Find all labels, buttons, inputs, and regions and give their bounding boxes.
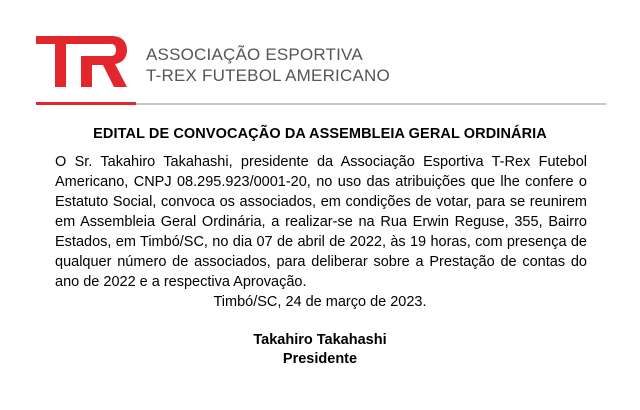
document-title: EDITAL DE CONVOCAÇÃO DA ASSEMBLEIA GERAL ORDINÁRIA: [93, 126, 547, 142]
document-body: O Sr. Takahiro Takahashi, presidente da Associação Esportiva T-Rex Futebol Americano, CNPJ 08.295.923/0001-20, no uso das atribuições que lhe confere o Estatuto Social, convoca os associados, em condições de votar, para se reunirem em Assembleia Geral Ordinária, a realizar-se na Rua Erwin Reguse, 355, Bairro Estados, em Timbó/SC, no dia 07 de abril de 2022, às 19 horas, com presença de qualquer número de associados, para deliberar sobre a Prestação de contas do ano de 2022 e a respectiva Aprovação.: [55, 154, 587, 290]
signature-block: [0, 331, 640, 369]
place-and-date: Timbó/SC, 24 de março de 2023.: [213, 294, 427, 310]
signer-name: Takahiro Takahashi: [253, 332, 387, 348]
letterhead: [0, 0, 640, 110]
signer-role: Presidente: [282, 351, 358, 367]
header-divider-line: [136, 103, 606, 105]
organization-name-line1: ASSOCIAÇÃO ESPORTIVA: [146, 45, 363, 64]
t-rex-logo-icon: [36, 36, 127, 87]
organization-name-line2: T-REX FUTEBOL AMERICANO: [146, 66, 390, 85]
header-divider: [36, 102, 606, 105]
organization-name: [146, 44, 390, 86]
header-divider-accent: [36, 102, 136, 105]
